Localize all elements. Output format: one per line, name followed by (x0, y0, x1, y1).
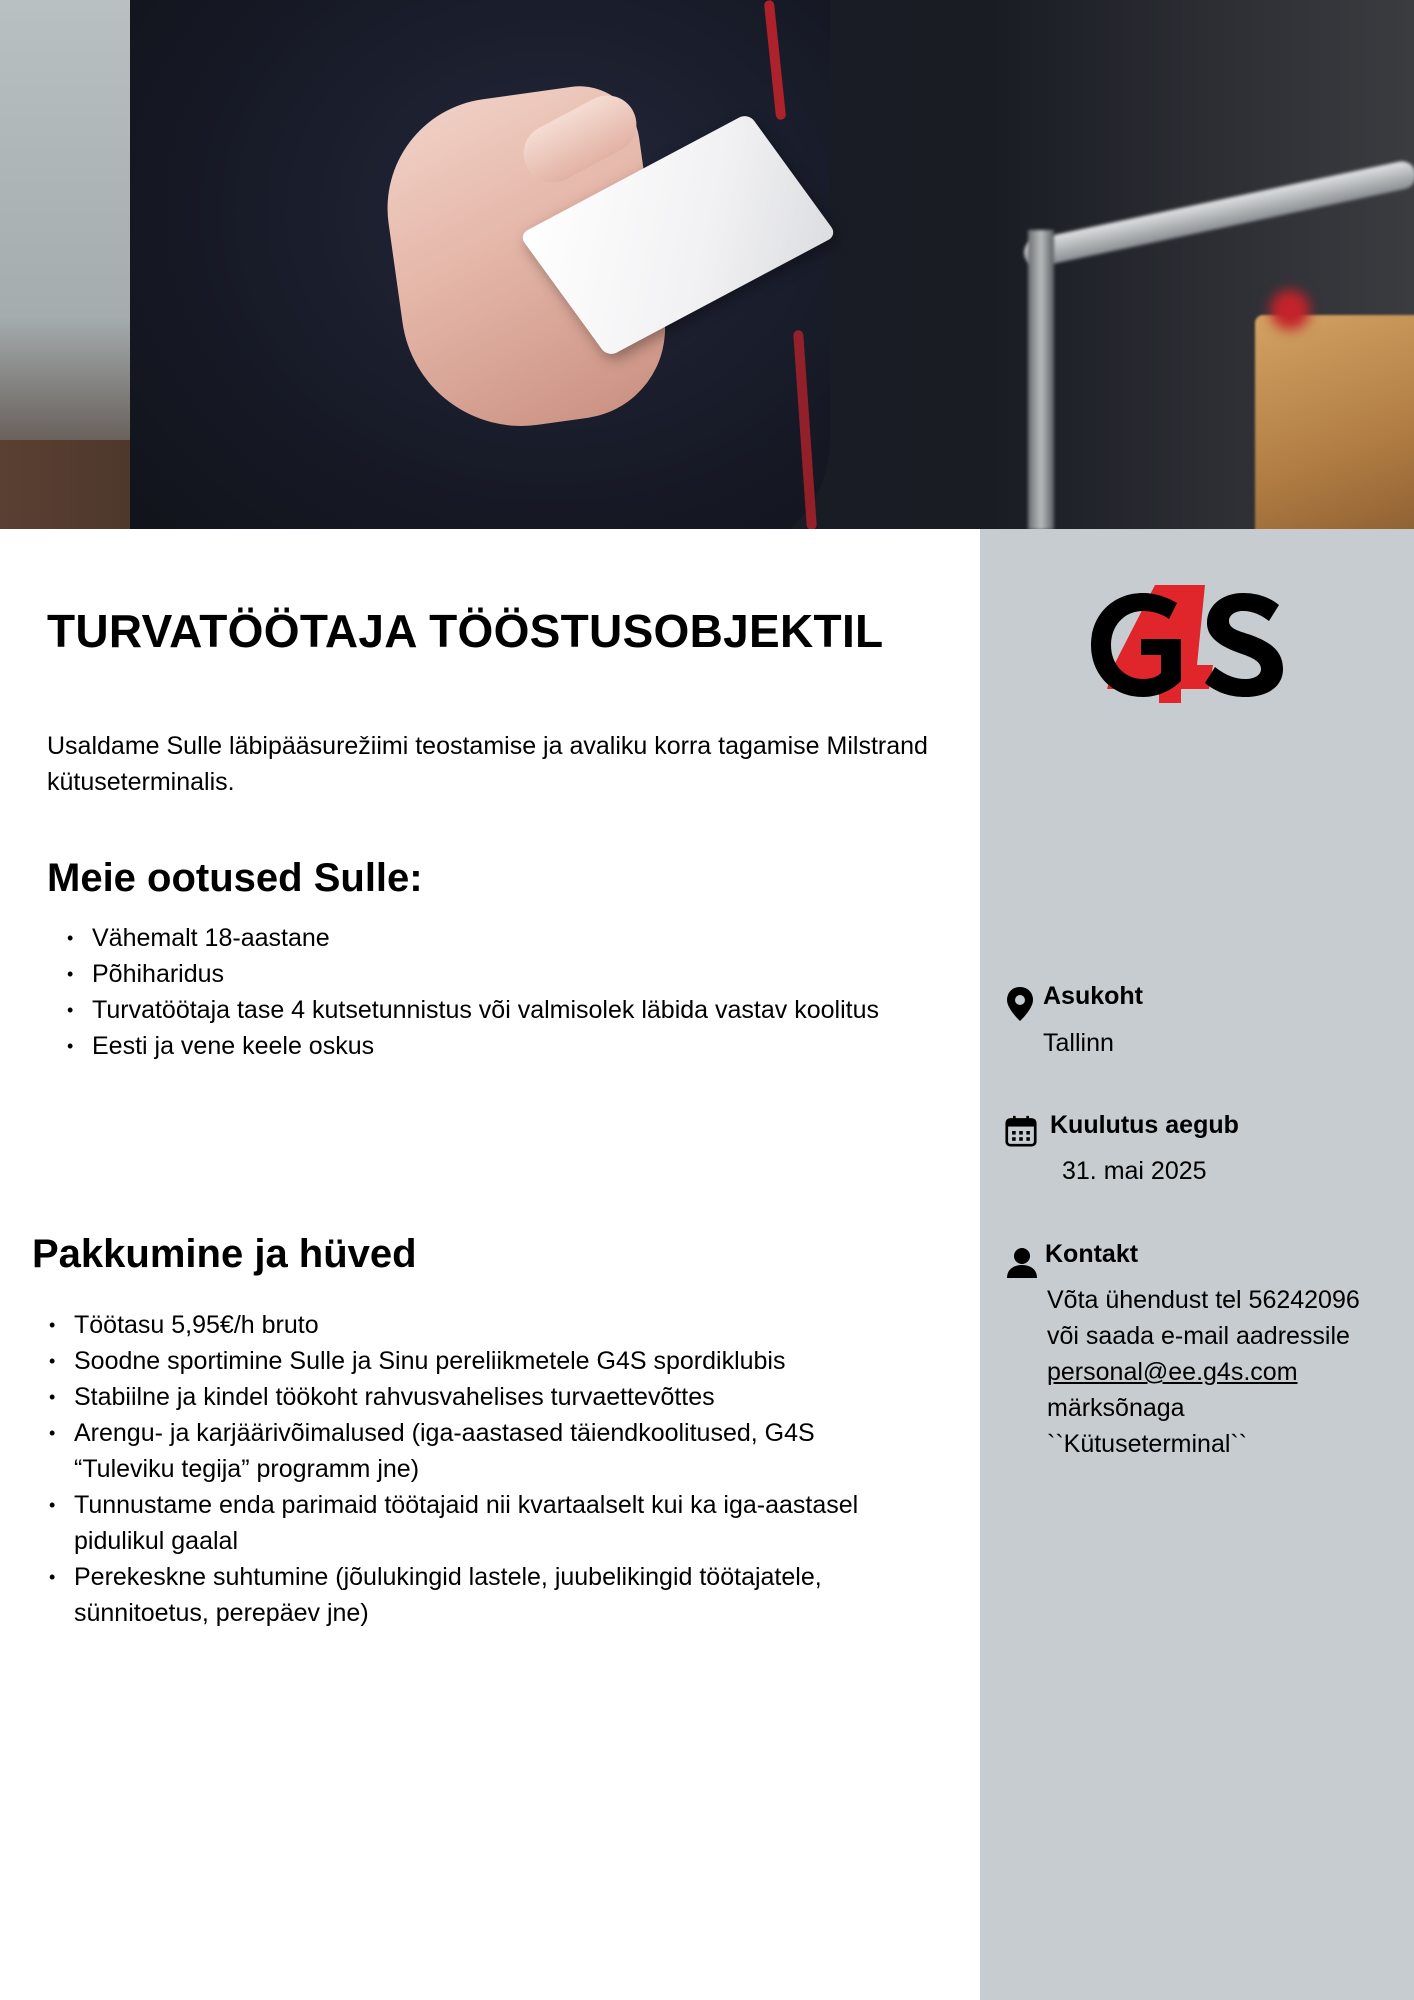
g4s-logo-s (1205, 593, 1283, 697)
list-item: • Töötasu 5,95€/h bruto (29, 1307, 879, 1343)
expiry-value: 31. mai 2025 (1062, 1157, 1207, 1185)
list-item: • Stabiilne ja kindel töökoht rahvusvahelises turvaettevõttes (29, 1379, 879, 1415)
list-item: • Soodne sportimine Sulle ja Sinu pereliikmetele G4S spordiklubis (29, 1343, 879, 1379)
location-title: Asukoht (1043, 982, 1143, 1010)
list-item: • Arengu- ja karjäärivõimalused (iga-aastased täiendkoolitused, G4S “Tuleviku tegija” programm jne) (29, 1415, 879, 1487)
photo-cardboard-box (1255, 315, 1414, 529)
expectations-list (47, 920, 967, 1064)
photo-railing-post (1028, 230, 1054, 529)
expiry-title: Kuulutus aegub (1050, 1111, 1239, 1139)
list-item: • Turvatöötaja tase 4 kutsetunnistus või valmisolek läbida vastav koolitus (47, 992, 967, 1028)
contact-keyword: ``Kütuseterminal`` (1047, 1430, 1248, 1458)
contact-email-link[interactable]: personal@ee.g4s.com (1047, 1358, 1298, 1386)
map-pin-icon (1004, 986, 1036, 1022)
list-item: • Põhiharidus (47, 956, 967, 992)
benefits-list (29, 1307, 879, 1631)
hero-photo (0, 0, 1414, 529)
person-icon (1006, 1245, 1038, 1281)
location-value: Tallinn (1043, 1029, 1114, 1057)
contact-title: Kontakt (1045, 1240, 1139, 1268)
list-item: • Perekeskne suhtumine (jõulukingid lastele, juubelikingid töötajatele, sünnitoetus, perepäev jne) (29, 1559, 879, 1631)
contact-line-keyword-intro: märksõnaga (1047, 1394, 1185, 1422)
list-item: • Eesti ja vene keele oskus (47, 1028, 967, 1064)
expectations-heading: Meie ootused Sulle: (47, 856, 423, 900)
list-item: • Tunnustame enda parimaid töötajaid nii kvartaalselt kui ka iga-aastasel pidulikul gaalal (29, 1487, 879, 1559)
job-intro: Usaldame Sulle läbipääsurežiimi teostamise ja avaliku korra tagamise Milstrand kütuseterminalis. (47, 732, 928, 796)
photo-red-object (1270, 290, 1310, 330)
job-title: TURVATÖÖTAJA TÖÖSTUSOBJEKTIL (47, 605, 884, 657)
benefits-heading: Pakkumine ja hüved (32, 1232, 417, 1276)
g4s-logo (1085, 583, 1285, 703)
photo-railing (1021, 159, 1414, 270)
contact-line-phone: Võta ühendust tel 56242096 (1047, 1286, 1360, 1314)
calendar-icon (1005, 1113, 1037, 1149)
contact-line-email-intro: või saada e-mail aadressile (1047, 1322, 1350, 1350)
list-item: • Vähemalt 18-aastane (47, 920, 967, 956)
